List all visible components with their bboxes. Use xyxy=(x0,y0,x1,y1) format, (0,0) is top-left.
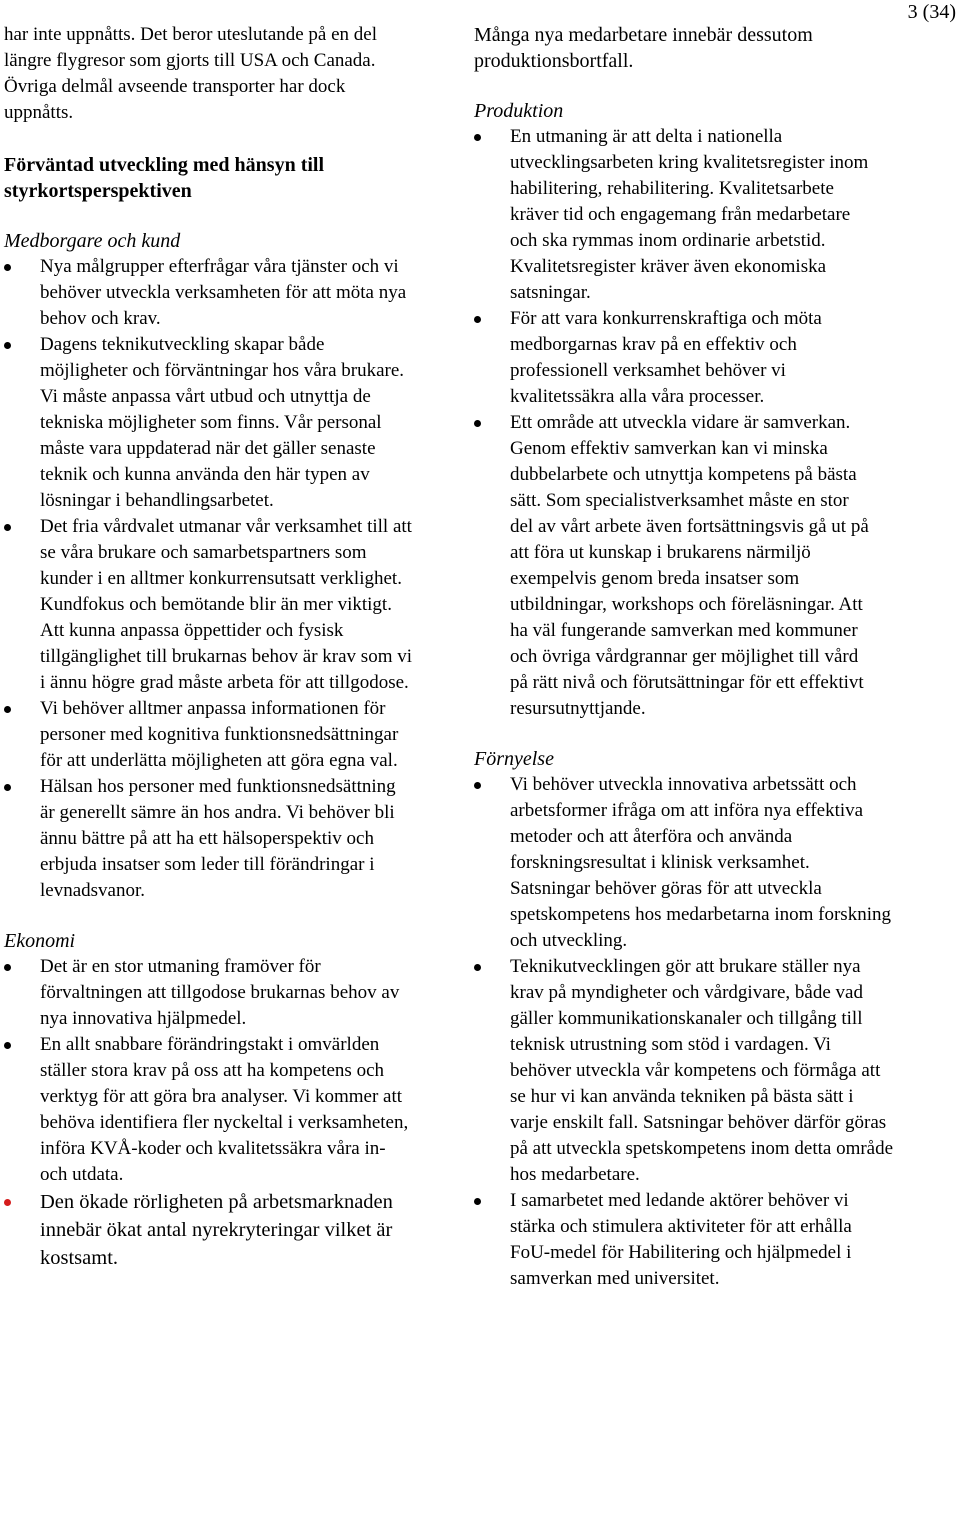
list-item: Ett område att utveckla vidare är samverkan. Genom effektiv samverkan kan vi minska dubbelarbete och utnyttja kompetens på bästa sätt. Som specialistverksamhet måste en stor del av vårt arbete även fortsättningsvis gå ut på att föra ut kunskap i brukarens närmiljö exempelvis genom breda insatser som utbildningar, workshops och föreläsningar. Att ha väl fungerande samverkan med kommuner och övriga vårdgrannar ger möjlighet till vård på rätt nivå och förutsättningar för ett effektivt resursutnyttjande. xyxy=(474,410,874,722)
bullet-icon xyxy=(4,706,11,713)
bullet-list-medborgare xyxy=(4,254,414,904)
page-number: 3 (34) xyxy=(907,1,956,23)
list-item: Den ökade rörligheten på arbetsmarknaden innebär ökat antal nyrekryteringar vilket är kostsamt. xyxy=(4,1188,414,1272)
bullet-icon xyxy=(4,342,11,349)
list-item: I samarbetet med ledande aktörer behöver vi stärka och stimulera aktiviteter för att erhålla FoU-medel för Habilitering och hjälpmedel i samverkan med universitet. xyxy=(474,1188,894,1292)
list-item: En allt snabbare förändringstakt i omvärlden ställer stora krav på oss att ha kompetens och verktyg för att göra bra analyser. Vi kommer att behöva identifiera fler nyckeltal i verksamheten, införa KVÅ-koder och kvalitetssäkra våra in- och utdata. xyxy=(4,1032,414,1188)
bullet-icon xyxy=(4,784,11,791)
bullet-icon xyxy=(4,524,11,531)
bullet-icon xyxy=(474,420,481,427)
subheading-medborgare: Medborgare och kund xyxy=(4,230,181,252)
list-item: Teknikutvecklingen gör att brukare ställer nya krav på myndigheter och vårdgivare, både vad gäller kommunikationskanaler och tillgång till teknisk utrustning som stöd i vardagen. Vi behöver utveckla vår kompetens och förmåga att se hur vi kan använda tekniken på bästa sätt i varje enskilt fall. Satsningar behöver därför göras på att utveckla spetskompetens inom detta område hos medarbetare. xyxy=(474,954,894,1188)
bullet-icon xyxy=(474,782,481,789)
list-item: En utmaning är att delta i nationella utvecklingsarbeten kring kvalitetsregister inom habilitering, rehabilitering. Kvalitetsarbete kräver tid och engagemang från medarbetare och ska rymmas inom ordinarie arbetstid. Kvalitetsregister kräver även ekonomiska satsningar. xyxy=(474,124,874,306)
intro-paragraph: Många nya medarbetare innebär dessutom produktionsbortfall. xyxy=(474,24,813,72)
bullet-icon xyxy=(4,964,11,971)
list-item: Vi behöver alltmer anpassa informationen för personer med kognitiva funktionsnedsättningar för att underlätta möjligheten att göra egna val. xyxy=(4,696,414,774)
intro-paragraph: har inte uppnåtts. Det beror uteslutande på en del längre flygresor som gjorts till USA och Canada. Övriga delmål avseende transporter har dock uppnåtts. xyxy=(4,24,378,123)
bullet-icon xyxy=(4,1042,11,1049)
bullet-icon xyxy=(4,264,11,271)
bullet-icon xyxy=(474,134,481,141)
bullet-list-ekonomi xyxy=(4,954,414,1272)
bullet-list-fornyelse xyxy=(474,772,894,1292)
list-item: Det är en stor utmaning framöver för förvaltningen att tillgodose brukarnas behov av nya innovativa hjälpmedel. xyxy=(4,954,414,1032)
bullet-list-produktion xyxy=(474,124,874,722)
subheading-ekonomi: Ekonomi xyxy=(4,930,76,952)
section-heading: Förväntad utveckling med hänsyn till styrkortsperspektiven xyxy=(4,154,325,202)
list-item: Dagens teknikutveckling skapar både möjligheter och förväntningar hos våra brukare. Vi måste anpassa vårt utbud och utnyttja de tekniska möjligheter som finns. Vår personal måste vara uppdaterad när det gäller senaste teknik och kunna använda den här typen av lösningar i behandlingsarbetet. xyxy=(4,332,414,514)
bullet-icon xyxy=(474,964,481,971)
left-column xyxy=(4,22,414,1272)
right-column xyxy=(474,22,894,1292)
list-item: För att vara konkurrenskraftiga och möta medborgarnas krav på en effektiv och professionell verksamhet behöver vi kvalitetssäkra alla våra processer. xyxy=(474,306,874,410)
list-item: Hälsan hos personer med funktionsnedsättning är generellt sämre än hos andra. Vi behöver bli ännu bättre på att ha ett hälsoperspektiv och erbjuda insatser som leder till förändringar i levnadsvanor. xyxy=(4,774,414,904)
list-item: Vi behöver utveckla innovativa arbetssätt och arbetsformer ifråga om att införa nya effektiva metoder och att återföra och använda forskningsresultat i klinisk verksamhet. Satsningar behöver göras för att utveckla spetskompetens hos medarbetarna inom forskning och utveckling. xyxy=(474,772,894,954)
subheading-produktion: Produktion xyxy=(474,100,564,122)
bullet-icon xyxy=(474,1198,481,1205)
bullet-icon xyxy=(474,316,481,323)
list-item: Det fria vårdvalet utmanar vår verksamhet till att se våra brukare och samarbetspartners som kunder i en alltmer konkurrensutsatt verklighet. Kundfokus och bemötande blir än mer viktigt. Att kunna anpassa öppettider och fysisk tillgänglighet till brukarnas behov är krav som vi i ännu högre grad måste arbeta för att tillgodose. xyxy=(4,514,414,696)
subheading-fornyelse: Förnyelse xyxy=(474,748,554,770)
bullet-icon xyxy=(4,1199,11,1206)
list-item: Nya målgrupper efterfrågar våra tjänster och vi behöver utveckla verksamheten för att möta nya behov och krav. xyxy=(4,254,414,332)
